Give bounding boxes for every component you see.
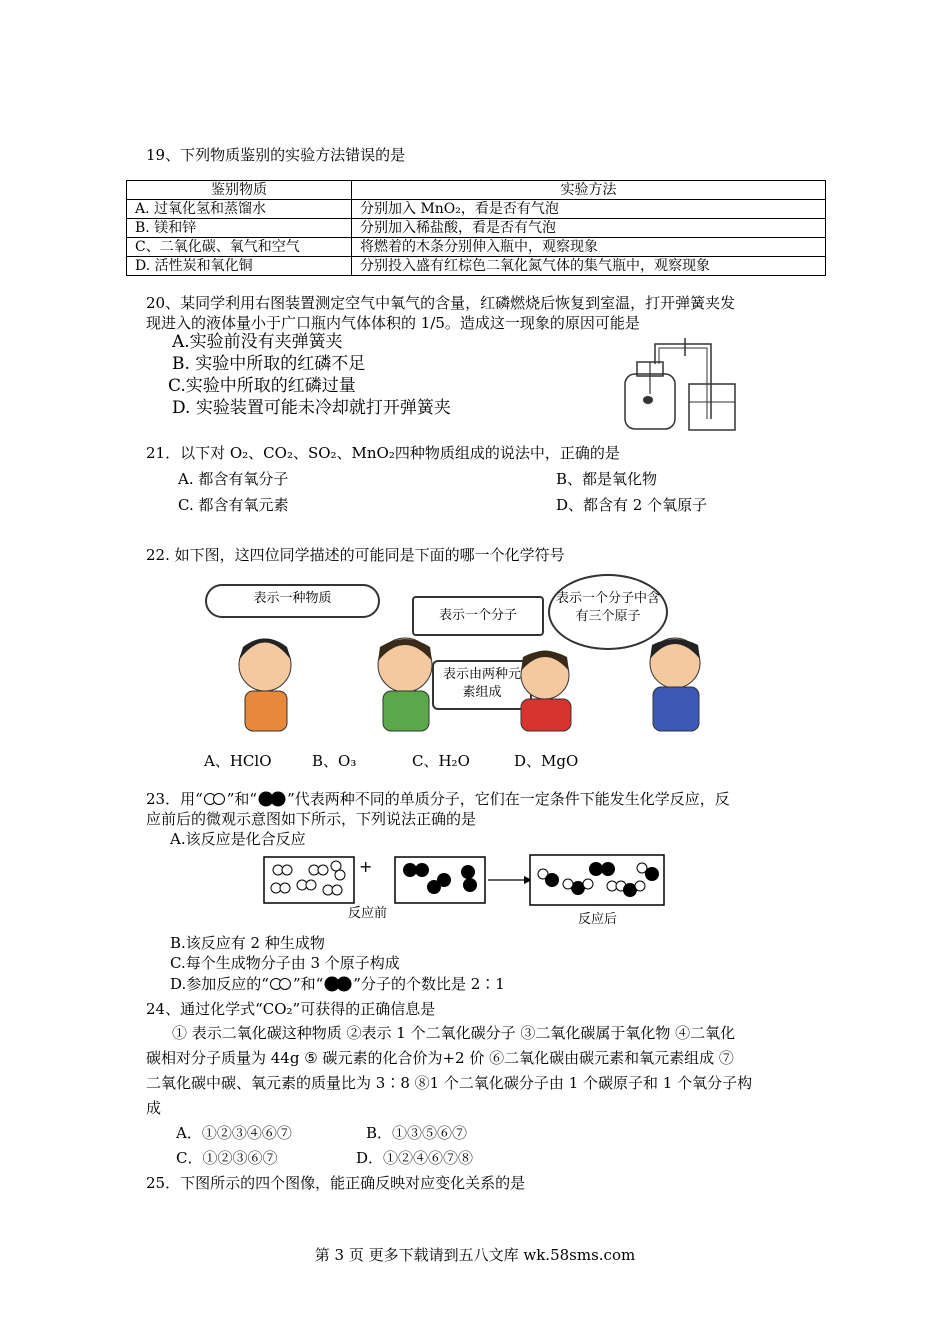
table-header-row bbox=[127, 181, 826, 200]
reaction-diagram bbox=[262, 852, 672, 908]
reactant-black-box bbox=[395, 857, 485, 903]
table-header: 实验方法 bbox=[352, 181, 826, 200]
q23-optd-text-c: ”分子的个数比是 2∶1 bbox=[353, 975, 505, 993]
table-cell: D. 活性炭和氧化铜 bbox=[127, 257, 352, 276]
table-row bbox=[127, 200, 826, 219]
speech-bubble-4: 表示一个分子中含有三个原子 bbox=[548, 574, 668, 650]
q25-stem: 25．下图所示的四个图像，能正确反映对应变化关系的是 bbox=[146, 1174, 526, 1192]
reactant-white-box bbox=[264, 857, 354, 903]
q24-option-c: C．①②③⑥⑦ bbox=[176, 1149, 278, 1167]
table-cell: B. 镁和锌 bbox=[127, 219, 352, 238]
q19-stem: 19、下列物质鉴别的实验方法错误的是 bbox=[146, 146, 406, 164]
q23-text-a: 23．用“ bbox=[146, 790, 203, 808]
q24-option-a: A．①②③④⑥⑦ bbox=[176, 1124, 292, 1142]
q24-option-b: B．①③⑤⑥⑦ bbox=[366, 1124, 468, 1142]
table-cell: 将燃着的木条分别伸入瓶中，观察现象 bbox=[352, 238, 826, 257]
label-after: 反应后 bbox=[578, 912, 618, 927]
page-footer: 第 3 页 更多下载请到五八文库 wk.58sms.com bbox=[314, 1246, 636, 1264]
table-row bbox=[127, 257, 826, 276]
q21-option-d: D、都含有 2 个氧原子 bbox=[556, 496, 708, 514]
q23-line2: 应前后的微观示意图如下所示，下列说法正确的是 bbox=[146, 810, 477, 828]
student-boy-2-icon bbox=[521, 651, 571, 731]
q21-stem: 21．以下对 O₂、CO₂、SO₂、MnO₂四种物质组成的说法中，正确的是 bbox=[146, 444, 620, 462]
q22-option-c: C、H₂O bbox=[412, 752, 470, 770]
q22-option-a: A、HClO bbox=[204, 752, 272, 770]
q23-optd-text-b: ”和“ bbox=[292, 975, 324, 993]
black-molecule-icon bbox=[257, 791, 287, 807]
label-before: 反应前 bbox=[348, 906, 388, 921]
q24-body-line1: ① 表示二氧化碳这种物质 ②表示 1 个二氧化碳分子 ③二氧化碳属于氧化物 ④二氧化 bbox=[172, 1024, 736, 1042]
table-cell: 分别加入稀盐酸，看是否有气泡 bbox=[352, 219, 826, 238]
q24-body-line2: 碳相对分子质量为 44g ⑤ 碳元素的化合价为+2 价 ⑥二氧化碳由碳元素和氧元素组成 ⑦ bbox=[146, 1049, 734, 1067]
table-cell: 分别加入 MnO₂，看是否有气泡 bbox=[352, 200, 826, 219]
black-molecule-icon bbox=[323, 976, 353, 992]
students-figures bbox=[225, 625, 715, 733]
q23-text-c: ”代表两种不同的单质分子，它们在一定条件下能发生化学反应，反 bbox=[287, 790, 730, 808]
q23-option-d bbox=[170, 975, 505, 993]
table-cell: 分别投入盛有红棕色二氧化氮气体的集气瓶中，观察现象 bbox=[352, 257, 826, 276]
q20-line2: 现进入的液体量小于广口瓶内气体体积的 1/5。造成这一现象的原因可能是 bbox=[146, 314, 640, 332]
q23-optd-text-a: D.参加反应的“ bbox=[170, 975, 269, 993]
table-header: 鉴别物质 bbox=[127, 181, 352, 200]
q24-body-line3: 二氧化碳中碳、氧元素的质量比为 3∶8 ⑧1 个二氧化碳分子由 1 个碳原子和 1 个氧分子构 bbox=[146, 1074, 753, 1092]
q23-line1 bbox=[146, 790, 730, 808]
speech-bubble-2: 表示一个分子 bbox=[412, 596, 544, 636]
q22-option-b: B、O₃ bbox=[312, 752, 357, 770]
apparatus-diagram bbox=[615, 334, 740, 434]
q21-option-b: B、都是氧化物 bbox=[556, 470, 658, 488]
q20-option-a: A.实验前没有夹弹簧夹 bbox=[172, 332, 343, 352]
q20-line1: 20、某同学利用右图装置测定空气中氧气的含量，红磷燃烧后恢复到室温，打开弹簧夹发 bbox=[146, 294, 736, 312]
table-row bbox=[127, 219, 826, 238]
white-molecule-icon bbox=[203, 792, 227, 806]
q22-option-d: D、MgO bbox=[514, 752, 579, 770]
q21-option-a: A. 都含有氧分子 bbox=[178, 470, 289, 488]
q23-option-c: C.每个生成物分子由 3 个原子构成 bbox=[170, 954, 400, 972]
product-box bbox=[530, 855, 664, 905]
student-boy-1-icon bbox=[378, 638, 432, 731]
table-row bbox=[127, 238, 826, 257]
q23-option-a: A.该反应是化合反应 bbox=[170, 830, 306, 848]
q24-stem: 24、通过化学式“CO₂”可获得的正确信息是 bbox=[146, 1000, 436, 1018]
q20-option-c: C.实验中所取的红磷过量 bbox=[168, 376, 356, 396]
q24-option-d: D．①②④⑥⑦⑧ bbox=[356, 1149, 474, 1167]
q23-option-b: B.该反应有 2 种生成物 bbox=[170, 934, 325, 952]
q21-option-c: C. 都含有氧元素 bbox=[178, 496, 289, 514]
plus-sign: + bbox=[359, 857, 373, 876]
q19-table bbox=[126, 180, 826, 276]
table-cell: C、二氧化碳、氧气和空气 bbox=[127, 238, 352, 257]
thought-bubble-1: 表示一种物质 bbox=[205, 584, 380, 618]
white-molecule-icon bbox=[269, 977, 293, 991]
speech-bubble-3: 表示由两种元素组成 bbox=[432, 660, 532, 710]
q23-text-b: ”和“ bbox=[226, 790, 258, 808]
q20-option-b: B. 实验中所取的红磷不足 bbox=[172, 354, 366, 374]
table-cell: A. 过氧化氢和蒸馏水 bbox=[127, 200, 352, 219]
q22-stem: 22. 如下图，这四位同学描述的可能同是下面的哪一个化学符号 bbox=[146, 546, 565, 564]
q24-body-line4: 成 bbox=[146, 1099, 162, 1117]
student-boy-3-icon bbox=[650, 638, 700, 731]
q20-option-d: D. 实验装置可能未冷却就打开弹簧夹 bbox=[172, 398, 451, 418]
student-girl-icon bbox=[239, 639, 291, 732]
